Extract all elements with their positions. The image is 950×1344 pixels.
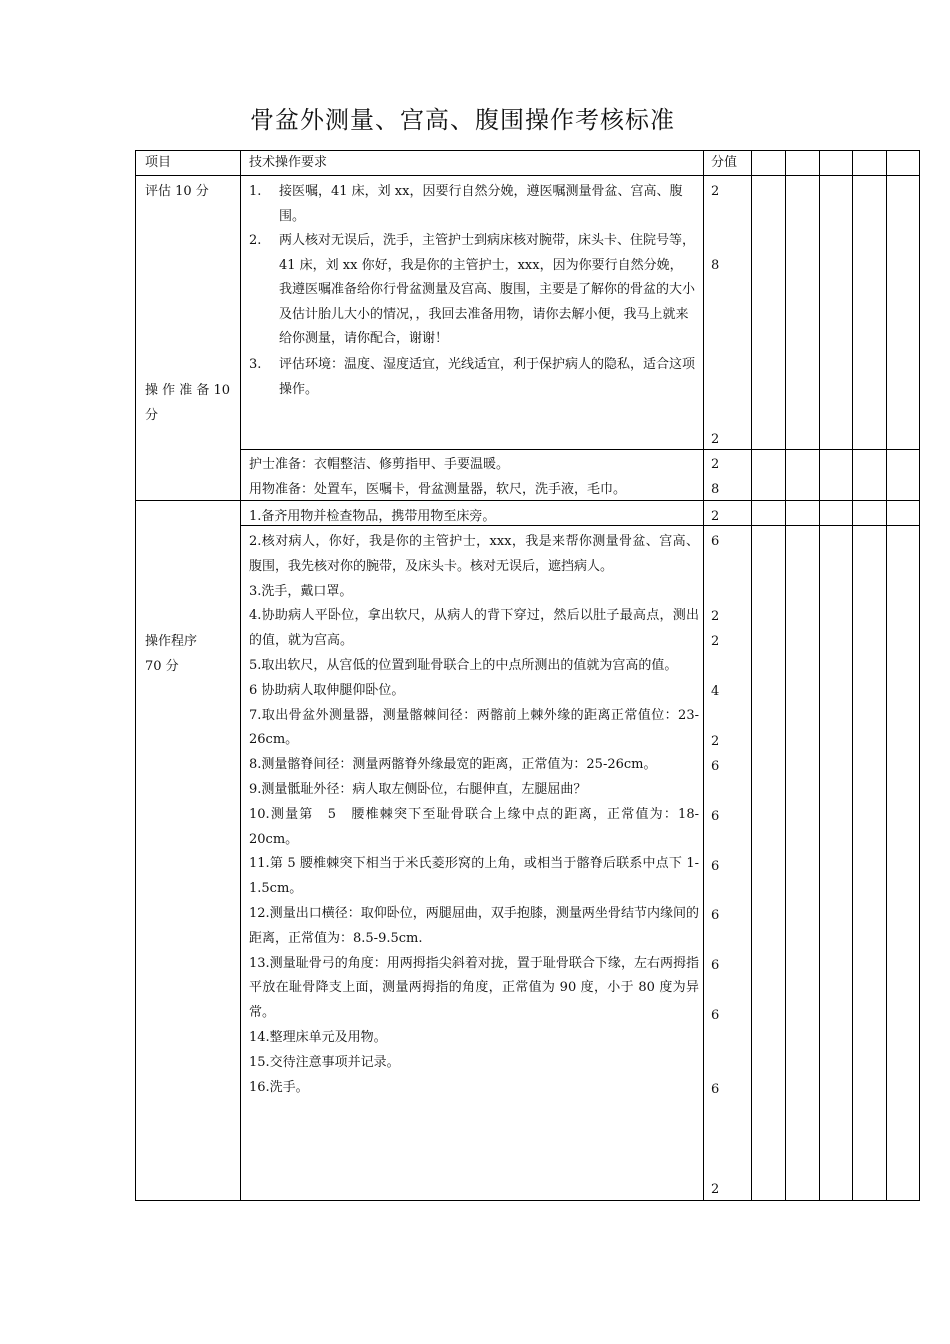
procedure-step: 11.第 5 腰椎棘突下相当于米氏菱形窝的上角，或相当于髂脊后联系中点下 1-1.5cm。 <box>249 856 699 897</box>
row-divider <box>240 449 920 450</box>
procedure-step: 13.测量耻骨弓的角度：用两拇指尖斜着对拢，置于耻骨联合下缘，左右两拇指平放在耻骨降支上面，测量两拇指的角度，正常值为 90 度，小于 80 度为异常。 <box>249 955 699 1021</box>
col-divider <box>240 150 241 1201</box>
procedure-step: 8.测量髂脊间径：测量两髂脊外缘最宽的距离，正常值为：25-26cm。 <box>249 757 657 773</box>
assessment-item <box>249 180 695 229</box>
score-value: 8 <box>711 258 720 273</box>
assessment-item <box>249 229 696 352</box>
supplies-preparation: 用物准备：处置车，医嘱卡，骨盆测量器，软尺，洗手液，毛巾。 <box>249 482 627 497</box>
assessment-label: 评估 10 分 <box>145 184 209 199</box>
item-text: 评估环境：温度、湿度适宜，光线适宜，利于保护病人的隐私，适合这项操作。 <box>279 357 696 397</box>
procedure-step: 4.协助病人平卧位，拿出软尺，从病人的背下穿过，然后以肚子最高点，测出的值，就为宫高。 <box>249 608 699 649</box>
procedure-step: 14.整理床单元及用物。 <box>249 1029 387 1045</box>
col-divider <box>886 150 887 1201</box>
score-value: 2 <box>711 509 720 524</box>
score-value: 2 <box>711 734 720 749</box>
score-value: 6 <box>711 1008 720 1023</box>
procedure-step: 6 协助病人取伸腿仰卧位。 <box>249 682 405 698</box>
procedure-label: 操作程序 <box>145 634 198 649</box>
col-divider <box>852 150 853 1201</box>
col-divider <box>785 150 786 1201</box>
score-value: 2 <box>711 457 720 472</box>
procedure-step: 10.测量第 5 腰椎棘突下至耻骨联合上缘中点的距离，正常值为：18-20cm。 <box>249 806 699 847</box>
col-divider <box>819 150 820 1201</box>
header-requirement: 技术操作要求 <box>249 155 328 170</box>
item-text: 接医嘱，41 床，刘 xx，因要行自然分娩，遵医嘱测量骨盆、宫高、腹围。 <box>279 184 683 224</box>
score-value: 2 <box>711 1182 720 1197</box>
score-value: 6 <box>711 908 720 923</box>
procedure-step: 7.取出骨盆外测量器，测量髂棘间径：两髂前上棘外缘的距离正常值位：23-26cm。 <box>249 707 699 748</box>
header-item: 项目 <box>145 155 172 170</box>
score-value: 6 <box>711 958 720 973</box>
score-value: 2 <box>711 184 720 199</box>
item-number: 1. <box>249 184 262 199</box>
procedure-step: 3.洗手，戴口罩。 <box>249 583 353 599</box>
procedure-step: 16.洗手。 <box>249 1079 309 1095</box>
score-value: 6 <box>711 859 720 874</box>
preparation-label: 操 作 准 备 10 <box>145 383 231 398</box>
preparation-label-cont: 分 <box>145 408 159 423</box>
score-value: 2 <box>711 432 720 447</box>
procedure-step: 5.取出软尺，从宫低的位置到耻骨联合上的中点所测出的值就为宫高的值。 <box>249 657 678 673</box>
item-number: 2. <box>249 233 262 248</box>
item-text: 两人核对无误后，洗手，主管护士到病床核对腕带，床头卡、住院号等，41 床，刘 xx 你好，我是你的主管护士，xxx，因为你要行自然分娩，我遵医嘱准备给你行骨盆测量及宫高、腹围，主要是了解你的骨盆的大小及估计胎儿大小的情况，，我回去准备用物，请你去解小便，我马上就来给你测量，请你配合，谢谢！ <box>279 233 696 346</box>
procedure-step: 9.测量骶耻外径：病人取左侧卧位，右腿伸直，左腿屈曲？ <box>249 781 587 797</box>
procedure-step: 15.交待注意事项并记录。 <box>249 1054 400 1070</box>
score-value: 4 <box>711 684 720 699</box>
score-value: 6 <box>711 1082 720 1097</box>
procedure-step: 12.测量出口横径：取仰卧位，两腿屈曲，双手抱膝，测量两坐骨结节内缘间的距离，正常值为：8.5-9.5cm. <box>249 905 699 946</box>
score-value: 2 <box>711 609 720 624</box>
page-title: 骨盆外测量、宫高、腹围操作考核标准 <box>250 106 675 134</box>
score-value: 2 <box>711 634 720 649</box>
procedure-steps <box>249 530 699 1100</box>
item-number: 3. <box>249 357 262 372</box>
procedure-points: 70 分 <box>145 659 179 674</box>
procedure-step: 1.备齐用物并检查物品，携带用物至床旁。 <box>249 509 496 524</box>
col-divider <box>703 150 704 1201</box>
assessment-item <box>249 353 696 402</box>
score-value: 6 <box>711 809 720 824</box>
header-score: 分值 <box>711 155 738 170</box>
procedure-step: 2.核对病人，你好，我是你的主管护士，xxx，我是来帮你测量骨盆、宫高、腹围，我先核对你的腕带，及床头卡。核对无误后，遮挡病人。 <box>249 534 699 574</box>
col-divider <box>751 150 752 1201</box>
score-value: 6 <box>711 534 720 549</box>
score-value: 6 <box>711 759 720 774</box>
nurse-preparation: 护士准备：衣帽整洁、修剪指甲、手要温暖。 <box>249 457 510 472</box>
score-value: 8 <box>711 482 720 497</box>
